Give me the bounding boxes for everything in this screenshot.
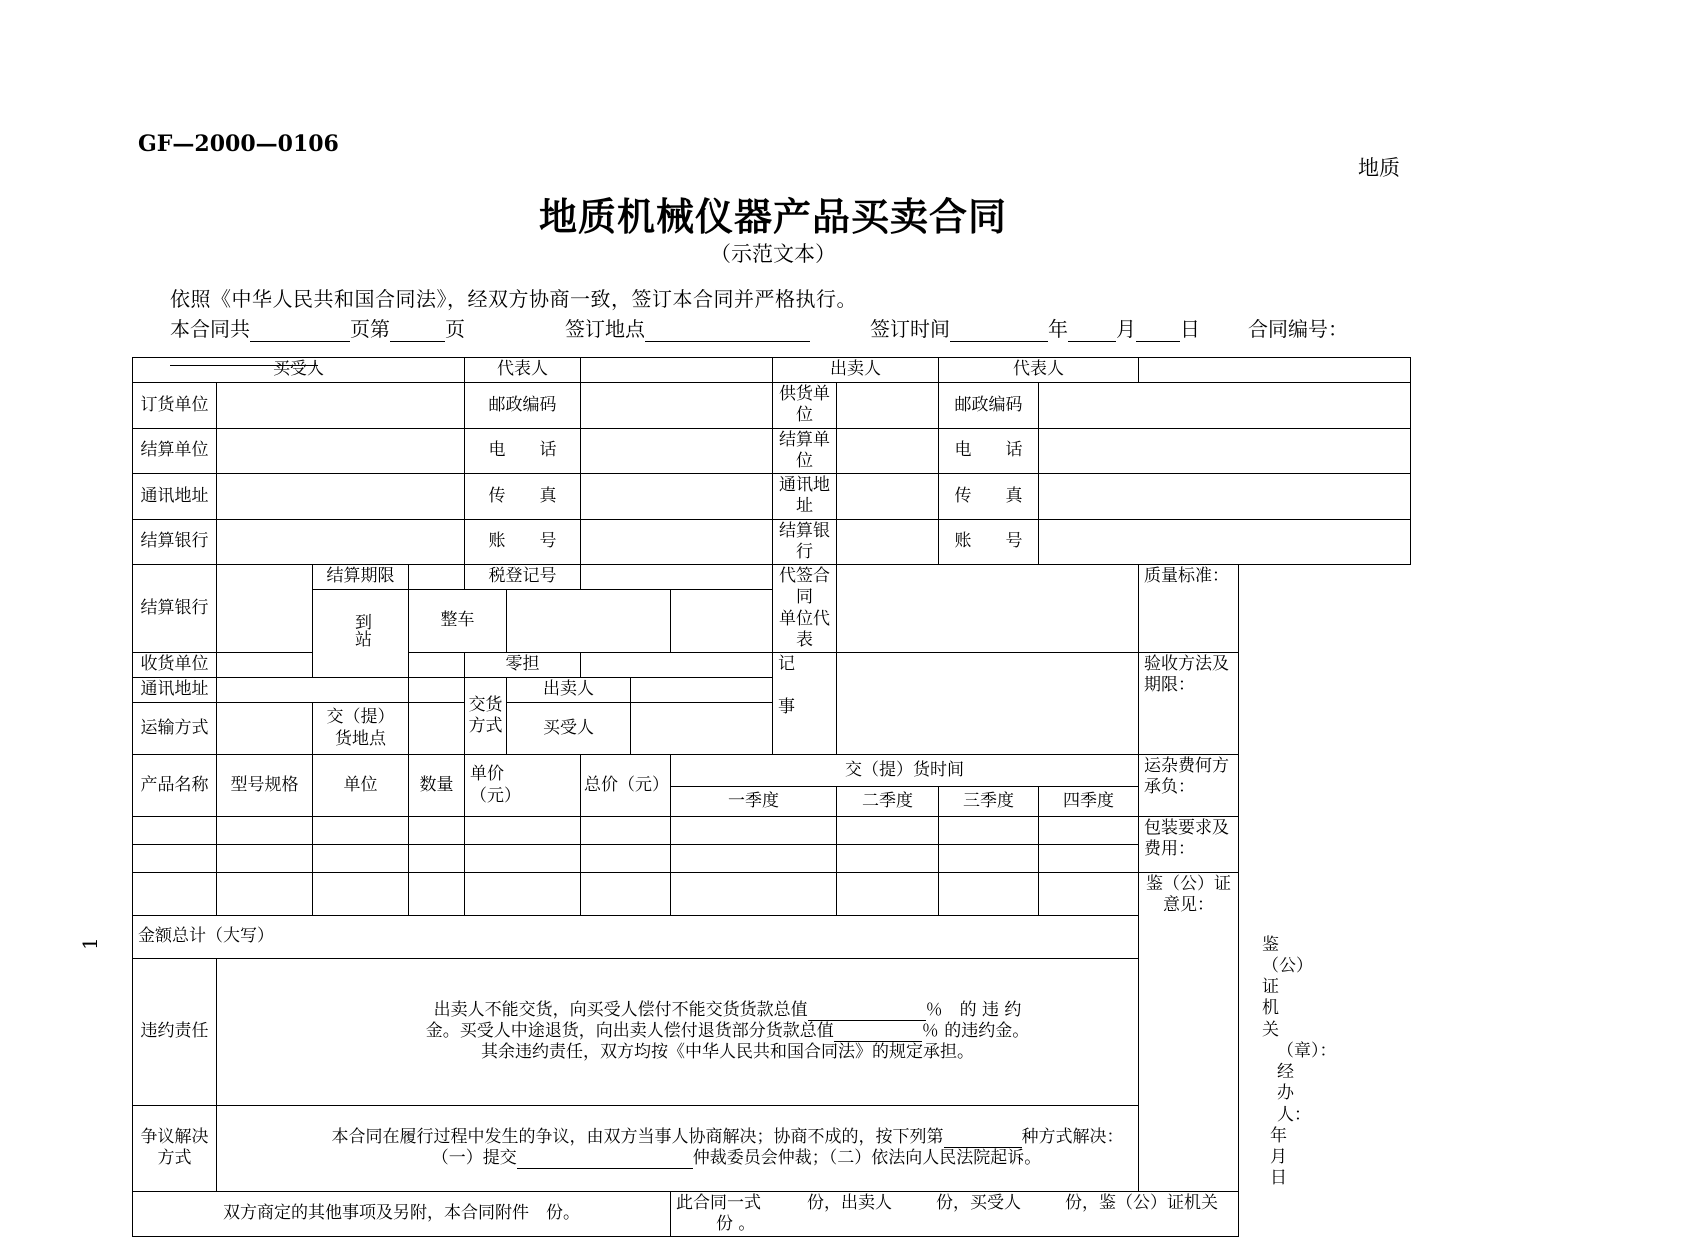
product-q4-cell[interactable] (1039, 845, 1139, 873)
table-row-footer (133, 1191, 1411, 1237)
receiver-address-label: 通讯地址 (133, 678, 217, 703)
dispute-line-1-text: 本合同在履行过程中发生的争议，由双方当事人协商解决；协商不成的，按下列第 (331, 1126, 944, 1147)
breach-liability-label: 违约责任 (133, 958, 217, 1105)
seller-phone-label: 电 话 (939, 428, 1039, 474)
dispute-line-2 (220, 1148, 1235, 1169)
breach-line-2-text: 金。买受人中途退货，向出卖人偿付退货部分货款总值 (425, 1021, 834, 1042)
footer-other-matters: 双方商定的其他事项及另附，本合同附件 份。 (133, 1191, 671, 1237)
buyer-order-unit-value[interactable] (217, 383, 465, 429)
product-total-cell[interactable] (581, 817, 671, 845)
delivery-mode-line1: 交货 (468, 694, 503, 715)
month-unit-label: 月 (1116, 317, 1136, 341)
ltl-label: 零担 (465, 653, 581, 678)
breach-line-3: 其余违约责任，双方均按《中华人民共和国合同法》的规定承担。 (481, 1042, 974, 1063)
product-q3-cell[interactable] (939, 873, 1039, 916)
breach-line-1 (220, 1000, 1235, 1021)
buyer-rep-header-cell: 代表人 (465, 358, 581, 383)
breach-pct-field-2[interactable] (834, 1024, 922, 1042)
product-qty-cell[interactable] (409, 817, 465, 845)
sign-day-field[interactable] (1136, 322, 1180, 342)
seller-account-value[interactable] (1039, 519, 1411, 565)
breach-line-2 (220, 1021, 1235, 1042)
settle-term-label: 结算期限 (313, 565, 409, 590)
acceptance-method-label: 验收方法及期限： (1139, 653, 1239, 755)
delivery-place-value[interactable] (409, 703, 465, 755)
product-price-cell[interactable] (465, 845, 581, 873)
page-unit-label: 页 (445, 317, 465, 341)
product-q4-cell[interactable] (1039, 817, 1139, 845)
product-q1-cell[interactable] (671, 817, 837, 845)
year-unit-label: 年 (1048, 317, 1068, 341)
delivery-place-label (313, 703, 409, 755)
buyer-address-value[interactable] (217, 474, 465, 520)
intro-paragraph: 依照《中华人民共和国合同法》，经双方协商一致，签订本合同并严格执行。 (170, 287, 857, 311)
product-q2-cell[interactable] (837, 873, 939, 916)
breach-pct-field-1[interactable] (808, 1003, 926, 1021)
delivery-place-line2: 货地点 (335, 728, 386, 749)
product-q4-cell[interactable] (1039, 873, 1139, 916)
delivery-buyer-value[interactable] (631, 703, 773, 755)
page-number: 1 (78, 937, 102, 950)
agent-sign-value[interactable] (837, 565, 1139, 653)
product-price-line1: 单价 (470, 764, 504, 785)
form-code: GF—2000—0106 (138, 131, 339, 157)
notes-label (773, 653, 837, 755)
product-q1-cell[interactable] (671, 873, 837, 916)
notes-label-char1: 记 (778, 654, 796, 674)
delivery-seller-label: 出卖人 (507, 678, 631, 703)
buyer-postcode-value[interactable] (581, 383, 773, 429)
product-qty-header: 数量 (409, 755, 465, 817)
product-name-header: 产品名称 (133, 755, 217, 817)
product-q3-cell[interactable] (939, 845, 1039, 873)
product-unit-header: 单位 (313, 755, 409, 817)
arrival-station-text: 到站 (351, 613, 371, 648)
delivery-seller-value[interactable] (631, 678, 773, 703)
sign-time-label: 签订时间 (870, 317, 950, 341)
footer-copies-c: 份，买受人 (936, 1192, 1021, 1213)
buyer-fax-value[interactable] (581, 474, 773, 520)
sign-place-field[interactable] (645, 322, 810, 342)
notarization-opinion-label: 鉴（公）证意见： (1146, 874, 1232, 916)
product-price-cell[interactable] (465, 817, 581, 845)
table-row (133, 474, 1411, 520)
buyer-account-label: 账 号 (465, 519, 581, 565)
receiver-address-spacer (409, 678, 465, 703)
agent-sign-label-line1: 代签合同 (779, 566, 831, 608)
product-name-cell[interactable] (133, 845, 217, 873)
receiver-address-value[interactable] (217, 678, 409, 703)
transport-mode-label: 运输方式 (133, 703, 217, 755)
dispute-line-2-suffix: 仲裁委员会仲裁；（二）依法向人民法院起诉。 (692, 1148, 1042, 1169)
product-model-cell[interactable] (217, 845, 313, 873)
product-unit-cell[interactable] (313, 873, 409, 916)
seller-supply-unit-label: 供货单位 (773, 383, 837, 429)
buyer-postcode-label: 邮政编码 (465, 383, 581, 429)
breach-line-2-suffix: ％ 的违约金。 (921, 1021, 1030, 1042)
breach-liability-content (217, 958, 1239, 1105)
dispute-label-line1: 争议解决 (140, 1126, 209, 1147)
transport-mode-value[interactable] (217, 703, 313, 755)
delivery-mode-label (465, 678, 507, 755)
arbitration-commission-field[interactable] (517, 1151, 693, 1169)
product-q2-cell[interactable] (837, 817, 939, 845)
delivery-buyer-label: 买受人 (507, 703, 631, 755)
sign-year-field[interactable] (950, 322, 1048, 342)
seller-address-value[interactable] (837, 474, 939, 520)
product-price-header (465, 755, 581, 817)
total-amount-label: 金额总计（大写） (133, 915, 1239, 958)
product-total-header: 总价（元） (581, 755, 671, 817)
footer-copies-e: 份 。 (716, 1213, 756, 1234)
seller-bank-value[interactable] (837, 519, 939, 565)
buyer-settle-unit-label: 结算单位 (133, 428, 217, 474)
product-model-header: 型号规格 (217, 755, 313, 817)
product-unit-cell[interactable] (313, 817, 409, 845)
notarization-date-label: 年 月 日 (1270, 1125, 1333, 1189)
table-row-product-entry (133, 817, 1411, 845)
dispute-resolution-label (133, 1105, 217, 1191)
seller-header-cell: 出卖人 (773, 358, 939, 383)
breach-line-1-suffix: ％ 的 违 约 (925, 999, 1022, 1020)
product-qty-cell[interactable] (409, 845, 465, 873)
seller-account-label: 账 号 (939, 519, 1039, 565)
product-name-cell[interactable] (133, 817, 217, 845)
buyer-address-label: 通讯地址 (133, 474, 217, 520)
buyer-settle-unit-value[interactable] (217, 428, 465, 474)
corner-category-label: 地质 (1358, 156, 1400, 180)
buyer-phone-label: 电 话 (465, 428, 581, 474)
delivery-place-line1: 交（提） (326, 707, 395, 728)
product-model-cell[interactable] (217, 817, 313, 845)
buyer-bank-value[interactable] (217, 519, 465, 565)
footer-copies-a: 此合同一式 (676, 1192, 761, 1213)
buyer-rep-value-cell[interactable] (581, 358, 773, 383)
seller-supply-unit-value[interactable] (837, 383, 939, 429)
product-price-cell[interactable] (465, 873, 581, 916)
product-q2-cell[interactable] (837, 845, 939, 873)
product-price-line2: （元） (470, 785, 521, 806)
product-name-cell[interactable] (133, 873, 217, 916)
total-pages-label: 本合同共 (170, 317, 250, 341)
dispute-line-1 (220, 1127, 1235, 1148)
seller-rep-value-cell[interactable] (1139, 358, 1411, 383)
seller-fax-label: 传 真 (939, 474, 1039, 520)
seller-settle-unit-value[interactable] (837, 428, 939, 474)
table-row (133, 519, 1411, 565)
table-row-dispute (133, 1105, 1411, 1191)
table-row-party-header (133, 358, 1411, 383)
buyer-fax-label: 传 真 (465, 474, 581, 520)
table-row-product-header (133, 755, 1411, 787)
quarter-3-header: 三季度 (939, 787, 1039, 817)
page-no-field[interactable] (390, 322, 445, 342)
notarization-organ-label: 鉴（公）证机关 (1262, 934, 1314, 1040)
seller-bank-label: 结算银行 (773, 519, 837, 565)
product-total-cell[interactable] (581, 845, 671, 873)
buyer-bank-label: 结算银行 (133, 519, 217, 565)
tax-reg-value[interactable] (581, 565, 773, 590)
quarter-2-header: 二季度 (837, 787, 939, 817)
buyer-account-value[interactable] (581, 519, 773, 565)
contract-table (132, 357, 1411, 1237)
product-unit-cell[interactable] (313, 845, 409, 873)
quarter-4-header: 四季度 (1039, 787, 1139, 817)
seller-postcode-label: 邮政编码 (939, 383, 1039, 429)
freight-burden-label: 运杂费何方承负： (1139, 755, 1239, 817)
page-no-label: 页第 (350, 317, 390, 341)
dispute-method-field[interactable] (944, 1130, 1022, 1148)
seller-rep-header-cell: 代表人 (939, 358, 1139, 383)
seller-settle-unit-label: 结算单位 (773, 428, 837, 474)
tax-reg-label: 税登记号 (465, 565, 581, 590)
whole-car-label: 整车 (409, 590, 507, 653)
footer-copies (671, 1191, 1239, 1237)
sign-month-field[interactable] (1068, 322, 1116, 342)
buyer-bank2-value[interactable] (217, 565, 313, 653)
seller-postcode-value[interactable] (1039, 383, 1411, 429)
packing-requirement-label: 包装要求及费用： (1139, 817, 1239, 873)
product-qty-cell[interactable] (409, 873, 465, 916)
notarization-seal-label: （章）：经办人： (1277, 1040, 1337, 1125)
quarter-1-header: 一季度 (671, 787, 837, 817)
dispute-label-line2: 方式 (157, 1148, 192, 1169)
ltl-value[interactable] (581, 653, 773, 678)
page-subtitle: （示范文本） (710, 242, 836, 266)
total-pages-field[interactable] (250, 322, 350, 342)
agent-sign-label-line2: 单位代表 (779, 608, 831, 650)
footer-copies-b: 份，出卖人 (807, 1192, 892, 1213)
product-total-cell[interactable] (581, 873, 671, 916)
notes-value[interactable] (837, 653, 1139, 755)
dispute-line-2-text: （一）提交 (431, 1148, 517, 1169)
sign-place-label: 签订地点 (565, 317, 645, 341)
receiver-unit-spacer (409, 653, 465, 678)
table-row (133, 653, 1411, 678)
seller-address-label: 通讯地址 (773, 474, 837, 520)
seller-fax-value[interactable] (1039, 474, 1411, 520)
delivery-mode-line2: 方式 (468, 716, 503, 736)
table-row (133, 565, 1411, 590)
seller-phone-value[interactable] (1039, 428, 1411, 474)
table-row-breach (133, 958, 1411, 1105)
notes-label-char2: 事 (778, 697, 796, 718)
delivery-time-header: 交（提）货时间 (671, 755, 1139, 787)
settle-term-value[interactable] (409, 565, 465, 590)
receiver-unit-value[interactable] (217, 653, 409, 678)
product-model-cell[interactable] (217, 873, 313, 916)
buyer-phone-value[interactable] (581, 428, 773, 474)
table-row (133, 383, 1411, 429)
page-title: 地质机械仪器产品买卖合同 (538, 195, 1007, 239)
buyer-header-cell: 买受人 (133, 358, 465, 383)
quality-standard-label: 质量标准： (1139, 565, 1239, 653)
whole-car-value[interactable] (507, 590, 671, 653)
footer-copies-d: 份，鉴（公）证机关 (1065, 1192, 1218, 1213)
buyer-bank2-label: 结算银行 (133, 565, 217, 653)
buyer-order-unit-label: 订货单位 (133, 383, 217, 429)
table-row-product-entry (133, 873, 1411, 916)
dispute-line-1-suffix: 种方式解决： (1021, 1126, 1124, 1147)
contract-no-label: 合同编号： (1248, 317, 1348, 341)
product-q1-cell[interactable] (671, 845, 837, 873)
agent-sign-label (773, 565, 837, 653)
dispute-resolution-content (217, 1105, 1239, 1191)
product-q3-cell[interactable] (939, 817, 1039, 845)
breach-line-1-text: 出卖人不能交货，向买受人偿付不能交货货款总值 (433, 999, 808, 1020)
receiver-unit-label: 收货单位 (133, 653, 217, 678)
day-unit-label: 日 (1180, 317, 1200, 341)
table-row-total-amount (133, 915, 1411, 958)
table-row (133, 428, 1411, 474)
